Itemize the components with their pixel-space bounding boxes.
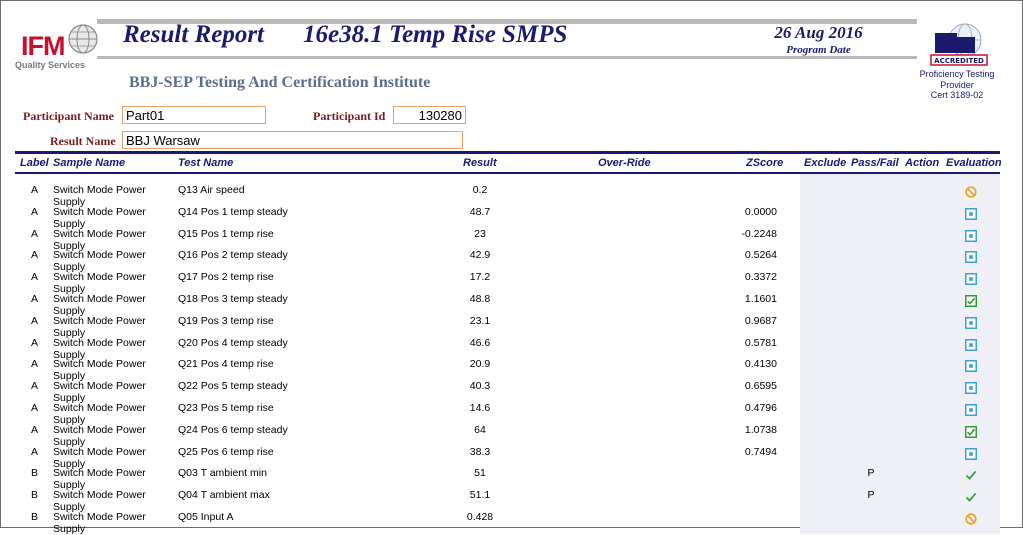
row-sample-name: Switch Mode Power Supply	[53, 380, 146, 405]
check-mark-icon	[965, 468, 977, 480]
no-entry-icon	[965, 185, 977, 197]
table-row	[15, 271, 1000, 296]
row-result: 48.8	[469, 293, 491, 305]
row-pass-fail: P	[867, 489, 875, 502]
square-dot-icon	[965, 207, 977, 219]
table-row	[15, 358, 1000, 383]
table-header-rule-top	[15, 151, 1000, 154]
row-test-name: Q17 Pos 2 temp rise	[178, 271, 274, 284]
no-entry-icon	[965, 512, 977, 524]
institute-name: BBJ-SEP Testing And Certification Institute	[129, 74, 431, 91]
globe-icon	[67, 23, 99, 55]
row-sample-name: Switch Mode Power Supply	[53, 336, 146, 361]
row-sample-name: Switch Mode Power Supply	[53, 402, 146, 426]
col-header-exclude: Exclude	[804, 157, 847, 169]
row-zscore: 1.1601	[744, 293, 777, 305]
row-label: A	[31, 205, 39, 218]
accreditation-line2: Provider	[940, 80, 974, 90]
row-zscore: 0.5264	[744, 249, 777, 262]
square-dot-icon	[965, 229, 977, 241]
row-test-name: Q19 Pos 3 temp rise	[178, 314, 274, 327]
row-zscore: 0.3372	[744, 271, 777, 284]
row-label: A	[31, 336, 39, 349]
row-sample-name: Switch Mode Power Supply	[53, 271, 146, 296]
row-zscore: 0.6595	[744, 380, 777, 393]
row-label: A	[31, 423, 39, 436]
square-dot-icon	[965, 403, 977, 415]
row-test-name: Q24 Pos 6 temp steady	[178, 423, 288, 436]
row-label: A	[31, 402, 39, 414]
row-sample-name: Switch Mode Power Supply	[53, 293, 146, 317]
row-sample-name: Switch Mode Power Supply	[53, 314, 146, 339]
row-label: A	[31, 271, 39, 284]
row-result: 17.2	[469, 271, 491, 284]
row-test-name: Q20 Pos 4 temp steady	[178, 336, 288, 349]
row-sample-name: Switch Mode Power Supply	[53, 227, 146, 252]
check-box-icon	[965, 294, 977, 306]
row-label: B	[31, 489, 39, 502]
accreditation-logo	[927, 23, 989, 67]
row-test-name: Q03 T ambient min	[178, 467, 267, 480]
row-test-name: Q13 Air speed	[178, 184, 245, 196]
table-row	[15, 511, 1000, 533]
col-header-label: Label	[20, 157, 49, 169]
accreditation-cert: Cert 3189-02	[930, 90, 984, 100]
report-title: Result Report	[123, 21, 264, 48]
table-row	[15, 380, 1000, 405]
row-test-name: Q21 Pos 4 temp rise	[178, 358, 274, 371]
row-label: A	[31, 184, 39, 196]
participant-id-label: Participant Id	[313, 109, 386, 123]
participant-name-field[interactable]: Part01	[122, 106, 266, 124]
square-dot-icon	[965, 447, 977, 459]
row-sample-name: Switch Mode Power Supply	[53, 184, 146, 208]
square-dot-icon	[965, 381, 977, 393]
participant-id-field[interactable]: 130280	[393, 106, 466, 124]
row-zscore: 0.5781	[744, 336, 777, 349]
row-zscore: 0.4796	[744, 402, 777, 414]
logo-subtitle: Quality Services	[15, 60, 86, 70]
col-header-sample-name: Sample Name	[53, 157, 126, 169]
row-result: 23	[474, 227, 486, 240]
row-test-name: Q23 Pos 5 temp rise	[178, 402, 274, 414]
row-label: A	[31, 380, 39, 393]
title-rule	[97, 56, 917, 59]
table-row	[15, 489, 1000, 514]
row-sample-name: Switch Mode Power Supply	[53, 511, 146, 535]
row-label: A	[31, 358, 39, 371]
table-row	[15, 337, 1000, 359]
check-box-icon	[965, 425, 977, 437]
row-result: 51	[474, 467, 486, 480]
col-header-zscore: ZScore	[746, 157, 784, 169]
row-result: 23.1	[469, 314, 491, 327]
row-test-name: Q05 Input A	[178, 511, 234, 523]
row-label: A	[31, 445, 39, 458]
col-header-pass-fail: Pass/Fail	[851, 157, 899, 169]
table-row	[15, 228, 1000, 250]
row-result: 46.6	[469, 336, 491, 349]
ifm-logo	[15, 23, 91, 75]
row-sample-name: Switch Mode Power Supply	[53, 489, 146, 514]
row-pass-fail: P	[867, 467, 875, 480]
row-label: A	[31, 314, 39, 327]
row-test-name: Q22 Pos 5 temp steady	[178, 380, 288, 393]
participant-name-label: Participant Name	[23, 109, 114, 123]
row-sample-name: Switch Mode Power Supply	[53, 423, 146, 448]
table-row	[15, 249, 1000, 274]
col-header-result: Result	[463, 157, 497, 169]
row-label: A	[31, 293, 39, 305]
accreditation-line1: Proficiency Testing	[919, 69, 995, 79]
row-sample-name: Switch Mode Power Supply	[53, 249, 146, 274]
table-row	[15, 315, 1000, 337]
row-sample-name: Switch Mode Power Supply	[53, 467, 146, 492]
col-header-evaluation: Evaluation	[946, 157, 1002, 169]
row-test-name: Q15 Pos 1 temp rise	[178, 227, 274, 240]
row-zscore: 0.4130	[744, 358, 777, 371]
col-header-override: Over-Ride	[598, 157, 651, 169]
row-label: B	[31, 467, 39, 480]
row-result: 0.428	[466, 511, 494, 523]
col-header-test-name: Test Name	[178, 157, 234, 169]
square-dot-icon	[965, 250, 977, 262]
row-result: 40.3	[469, 380, 491, 393]
row-result: 20.9	[469, 358, 491, 371]
row-zscore: -0.2248	[741, 227, 777, 240]
row-result: 42.9	[469, 249, 491, 262]
check-mark-icon	[965, 490, 977, 502]
row-test-name: Q25 Pos 6 temp rise	[178, 445, 274, 458]
report-date: 26 Aug 2016	[774, 23, 863, 42]
row-result: 64	[474, 423, 486, 436]
row-result: 0.2	[472, 184, 488, 196]
table-row	[15, 467, 1000, 492]
row-zscore: 0.0000	[744, 205, 777, 218]
table-row	[15, 206, 1000, 228]
row-result: 14.6	[469, 402, 491, 414]
row-test-name: Q16 Pos 2 temp steady	[178, 249, 288, 262]
table-row	[15, 424, 1000, 446]
result-name-field[interactable]: BBJ Warsaw	[122, 131, 463, 149]
table-row	[15, 446, 1000, 468]
table-row	[15, 184, 1000, 206]
accredited-badge-text: ACCREDITED	[934, 57, 984, 65]
row-label: B	[31, 511, 39, 523]
row-result: 51.1	[469, 489, 491, 502]
program-date-label: Program Date	[786, 44, 851, 56]
row-test-name: Q14 Pos 1 temp steady	[178, 205, 288, 218]
row-result: 38.3	[469, 445, 491, 458]
row-sample-name: Switch Mode Power Supply	[53, 358, 146, 383]
row-test-name: Q18 Pos 3 temp steady	[178, 293, 288, 305]
col-header-action: Action	[905, 157, 940, 169]
accreditation-block	[919, 23, 995, 101]
square-dot-icon	[965, 338, 977, 350]
row-label: A	[31, 227, 39, 240]
table-row	[15, 402, 1000, 424]
row-zscore: 1.0738	[744, 423, 777, 436]
row-sample-name: Switch Mode Power Supply	[53, 205, 146, 230]
row-result: 48.7	[469, 205, 491, 218]
row-test-name: Q04 T ambient max	[178, 489, 270, 502]
logo-text: IFM	[21, 31, 65, 61]
row-zscore: 0.7494	[744, 445, 777, 458]
row-sample-name: Switch Mode Power Supply	[53, 445, 146, 470]
square-dot-icon	[965, 359, 977, 371]
row-zscore: 0.9687	[744, 314, 777, 327]
row-label: A	[31, 249, 39, 262]
square-dot-icon	[965, 316, 977, 328]
square-dot-icon	[965, 272, 977, 284]
report-subtitle: 16e38.1 Temp Rise SMPS	[303, 21, 568, 48]
table-row	[15, 293, 1000, 315]
result-name-label: Result Name	[50, 134, 116, 148]
